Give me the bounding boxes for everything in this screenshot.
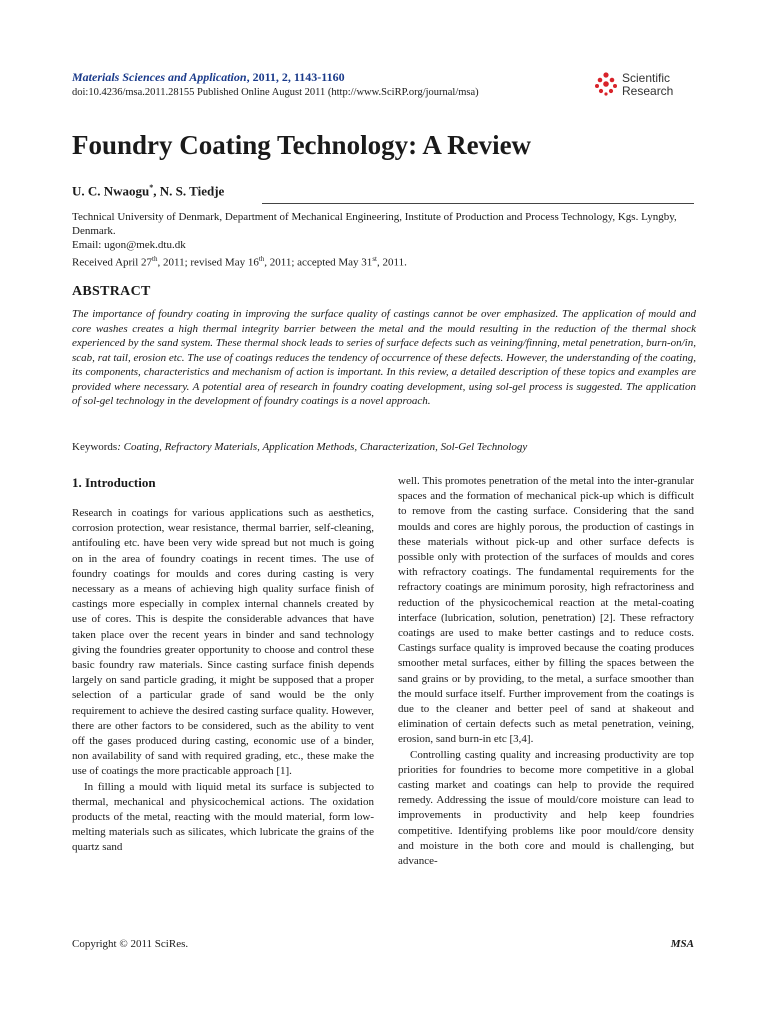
paragraph-2: In filling a mould with liquid metal its surface is subjected to thermal, mechanical and physicochemical actions. The oxidation products of the metal, reacting with the mould material, form low-melting materials such as silicates, which lubricate the grains of the quartz sand — [72, 780, 374, 854]
corresponding-author-mark: * — [149, 183, 154, 192]
author-2: , N. S. Tiedje — [153, 183, 225, 199]
received-text: Received April 27 — [72, 256, 153, 269]
keywords-label: Keywords — [72, 441, 118, 453]
email-label: Email: — [72, 239, 105, 251]
copyright-footer: Copyright © 2011 SciRes. — [72, 938, 189, 950]
title-rule — [262, 203, 694, 204]
scientific-research-logo — [594, 70, 704, 102]
dates-end: , 2011. — [376, 256, 407, 269]
accepted-sup: st — [372, 255, 377, 263]
revised-text: , 2011; revised May 16 — [157, 256, 259, 269]
journal-citation — [72, 70, 345, 85]
logo-text-scientific: Scientific — [622, 71, 671, 85]
paper-title: Foundry Coating Technology: A Review — [72, 130, 532, 160]
left-column — [72, 474, 374, 856]
doi-line[interactable]: doi:10.4236/msa.2011.28155 Published Online August 2011 (http://www.SciRP.org/journal/msa) — [72, 87, 479, 98]
affiliation-block — [72, 210, 696, 270]
email-line — [72, 238, 696, 252]
author-list — [72, 183, 224, 199]
revised-sup: th — [258, 255, 265, 263]
logo-text-research: Research — [622, 84, 674, 98]
journal-volume: , 2011, 2, 1143-1160 — [246, 70, 345, 84]
author-1: U. C. Nwaogu — [72, 183, 150, 199]
accepted-text: , 2011; accepted May 31 — [264, 256, 373, 269]
paragraph-1: Research in coatings for various applications such as aesthetics, corrosion protection, wear resistance, thermal barrier, self-cleaning, antifouling etc. have been very wide spread but not much is going on in the area of foundry coatings in recent times. The use of foundry coatings for moulds and cores during casting is very necessary as a means of achieving high quality surface finish of castings more especially in complex internal channels created by use of cores. This is despite the considerable advances that have taken place over the recent years in binder and sand technology giving the foundries greater opportunity to choose and control these basic foundry raw materials. Since casting surface finish depends largely on sand particle grading, it might be supposed that a proper selection of a particular grade of sand would be the only requirement to achieve the desired casting surface quality. However, there are other factors to be considered, such as the ability to vent off the gases produced during casting, economic use of a binder, non availability of sand with required grading, etc., these make the use of coatings the more practicable approach [1]. — [72, 507, 374, 778]
received-sup: th — [152, 255, 158, 263]
journal-abbreviation: MSA — [670, 938, 694, 950]
paragraph-4: Controlling casting quality and increasing productivity are top priorities for foundries to become more competitive in a global casting market and coatings can help to provide the required remedy. Addressing the issue of mould/core moisture can lead to improvements in productivity and help keep foundries competitive. Identifying problems like poor mould/core density and moisture in the both core and mould is challenging, but advance- — [398, 748, 694, 868]
abstract-heading: ABSTRACT — [72, 284, 151, 299]
right-column — [398, 474, 694, 869]
received-dates — [72, 252, 696, 270]
journal-name: Materials Sciences and Application — [72, 70, 247, 84]
molecule-logo-icon — [594, 72, 618, 96]
keywords — [72, 440, 696, 454]
paragraph-3: well. This promotes penetration of the metal into the inter-granular spaces and the formation of mechanical pick-up which is difficult to remove from the casting surface. Considering that the sand moulds and cores are highly porous, the production of castings in these materials without pick-up and other surface defects is possible only with protection of the surfaces of moulds and cores with refractory coatings. The fundamental requirements for the refractory coatings are minimum porosity, high refractoriness and reduction of the physicochemical reaction at the metal-coating interface (lubrication, solution, penetration) [2]. These refractory coatings are used to make better castings and to reduce costs. Castings surface quality is improved because the coating produces smoother metal surfaces, either by filling the spaces between the sand grains or by providing, to the metal, a surface smoother than the mould surface itself. Further improvement from the coatings is due to the cleaner and better peel of sand at shakeout and elimination of certain defects such as metal penetration, veining, erosion, sand burn-in etc [3,4]. — [398, 475, 694, 746]
keywords-text: : Coating, Refractory Materials, Application Methods, Characterization, Sol-Gel Technology — [117, 441, 528, 453]
institution: Technical University of Denmark, Department of Mechanical Engineering, Institute of Production and Process Technology, Kgs. Lyngby, Denmark. — [72, 211, 677, 237]
email-address[interactable]: ugon@mek.dtu.dk — [104, 239, 186, 251]
abstract-text: The importance of foundry coating in improving the surface quality of castings cannot be over emphasized. The application of mould and core washes creates a high thermal integrity barrier between the metal and the mould resulting in the reduction of the thermal shock experienced by the sand system. These thermal shock leads to series of surface defects such as veining/finning, metal penetration, burn-on/in, scab, rat tail, erosion etc. The use of coatings reduces the tendency of occurrence of these defects. However, the understanding of the coating, its components, characteristics and mechanism of action is important. In this review, a detailed description of these topics and examples are provided where necessary. A potential area of research in foundry coating development, using sol-gel process is suggested. The application of sol-gel technology in the development of foundry coatings is a novel approach. — [72, 308, 696, 407]
section-title-introduction: 1. Introduction — [72, 475, 156, 490]
